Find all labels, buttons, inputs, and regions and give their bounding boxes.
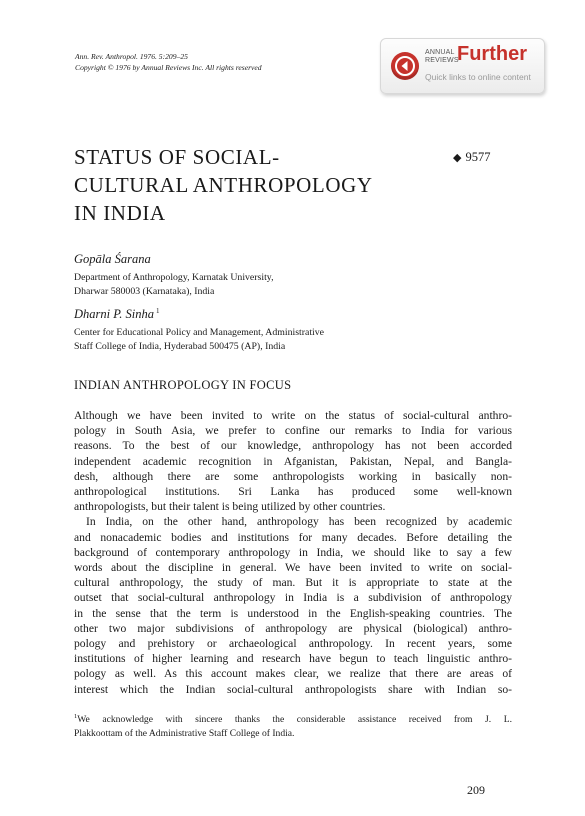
author-footnote-mark: 1	[156, 307, 160, 315]
title-line-3: IN INDIA	[74, 201, 166, 225]
footnote-line-2: Plakkoottam of the Administrative Staff College of India.	[74, 727, 295, 739]
section-heading: INDIAN ANTHROPOLOGY IN FOCUS	[74, 378, 292, 392]
body-line: reasons. To the best of our knowledge, anthropology has not been accorded	[74, 439, 512, 453]
body-line: pology in South Asia, we prefer to confine our remarks to India for various	[74, 424, 512, 438]
body-text	[74, 408, 512, 697]
author-name-2-text: Dharni P. Sinha	[74, 307, 154, 322]
body-line: in the sense that the term is understood in the English-speaking countries. The	[74, 606, 512, 620]
body-line: pology as well. As this account makes clear, we realize that there are areas of	[74, 667, 512, 681]
article-code-number: 9577	[465, 150, 491, 164]
body-line: In India, on the other hand, anthropology has been recognized by academic	[86, 515, 512, 529]
author-block-2	[74, 307, 324, 353]
body-line: anthropologists, but their talent is being utilized by other countries.	[74, 500, 386, 514]
back-arrow-icon	[391, 52, 419, 80]
affiliation-2-line-2: Staff College of India, Hyderabad 500475 (AP), India	[74, 340, 286, 352]
footnote-mark: 1	[74, 713, 78, 720]
article-code	[453, 150, 490, 165]
body-line: background of contemporary anthropology in India, we should like to say a few	[74, 545, 512, 559]
body-line: interest which the Indian social-cultural anthropologists share with Indian so-	[74, 682, 512, 696]
body-line: independent academic recognition in Afganistan, Pakistan, Nepal, and Bangla-	[74, 454, 512, 468]
annual-reviews-wordmark	[425, 49, 459, 64]
further-label: Further	[457, 43, 527, 65]
quick-links-text: Quick links to online content	[425, 72, 531, 82]
body-line: words about the discipline in general. We have been invited to write on social-	[74, 561, 512, 575]
title-line-2: CULTURAL ANTHROPOLOGY	[74, 173, 373, 197]
title-line-1: STATUS OF SOCIAL-	[74, 145, 280, 169]
body-line: desh, although there are some anthropologists working in basically non-	[74, 469, 512, 483]
body-line: cultural anthropology, the study of man. But it is appropriate to state at the	[74, 576, 512, 590]
body-line: outset that social-cultural anthropology in India is a subdivision of anthropology	[74, 591, 512, 605]
author-name-2	[74, 307, 324, 322]
footnote	[74, 710, 512, 740]
body-line: Although we have been invited to write on the status of social-cultural anthro-	[74, 409, 512, 422]
page-number: 209	[467, 783, 485, 797]
body-line: other two major subdivisions of anthropology are physical (biological) anthro-	[74, 621, 512, 635]
author-block-1	[74, 252, 274, 298]
diamond-icon: ◆	[453, 152, 462, 164]
body-line: pology and prehistory or archaeological anthropology. In recent years, some	[74, 637, 512, 651]
affiliation-1-line-1: Department of Anthropology, Karnatak University,	[74, 272, 274, 283]
article-title	[74, 143, 373, 227]
annual-reviews-further-banner[interactable]	[380, 38, 545, 94]
citation-line-2: Copyright © 1976 by Annual Reviews Inc. All rights reserved	[75, 62, 262, 72]
author-name-1: Gopāla Śarana	[74, 252, 151, 266]
affiliation-1-line-2: Dharwar 580003 (Karnataka), India	[74, 285, 215, 297]
footnote-text-1: We acknowledge with sincere thanks the considerable assistance received from J. L.	[77, 714, 512, 726]
body-line: anthropological institutions. Sri Lanka has produced some well-known	[74, 485, 512, 499]
citation-line-1: Ann. Rev. Anthropol. 1976. 5:209–25	[75, 52, 188, 61]
journal-citation	[75, 52, 262, 73]
body-line: and nonacademic bodies and institutions for many decades. Before detailing the	[74, 530, 512, 544]
footnote-line-1	[74, 710, 512, 727]
body-line: institutions of higher learning and research have begun to teach linguistic anthro-	[74, 652, 512, 666]
affiliation-2-line-1: Center for Educational Policy and Management, Administrative	[74, 327, 325, 339]
annual-text: ANNUAL	[425, 49, 455, 56]
reviews-text: REVIEWS	[425, 56, 459, 64]
